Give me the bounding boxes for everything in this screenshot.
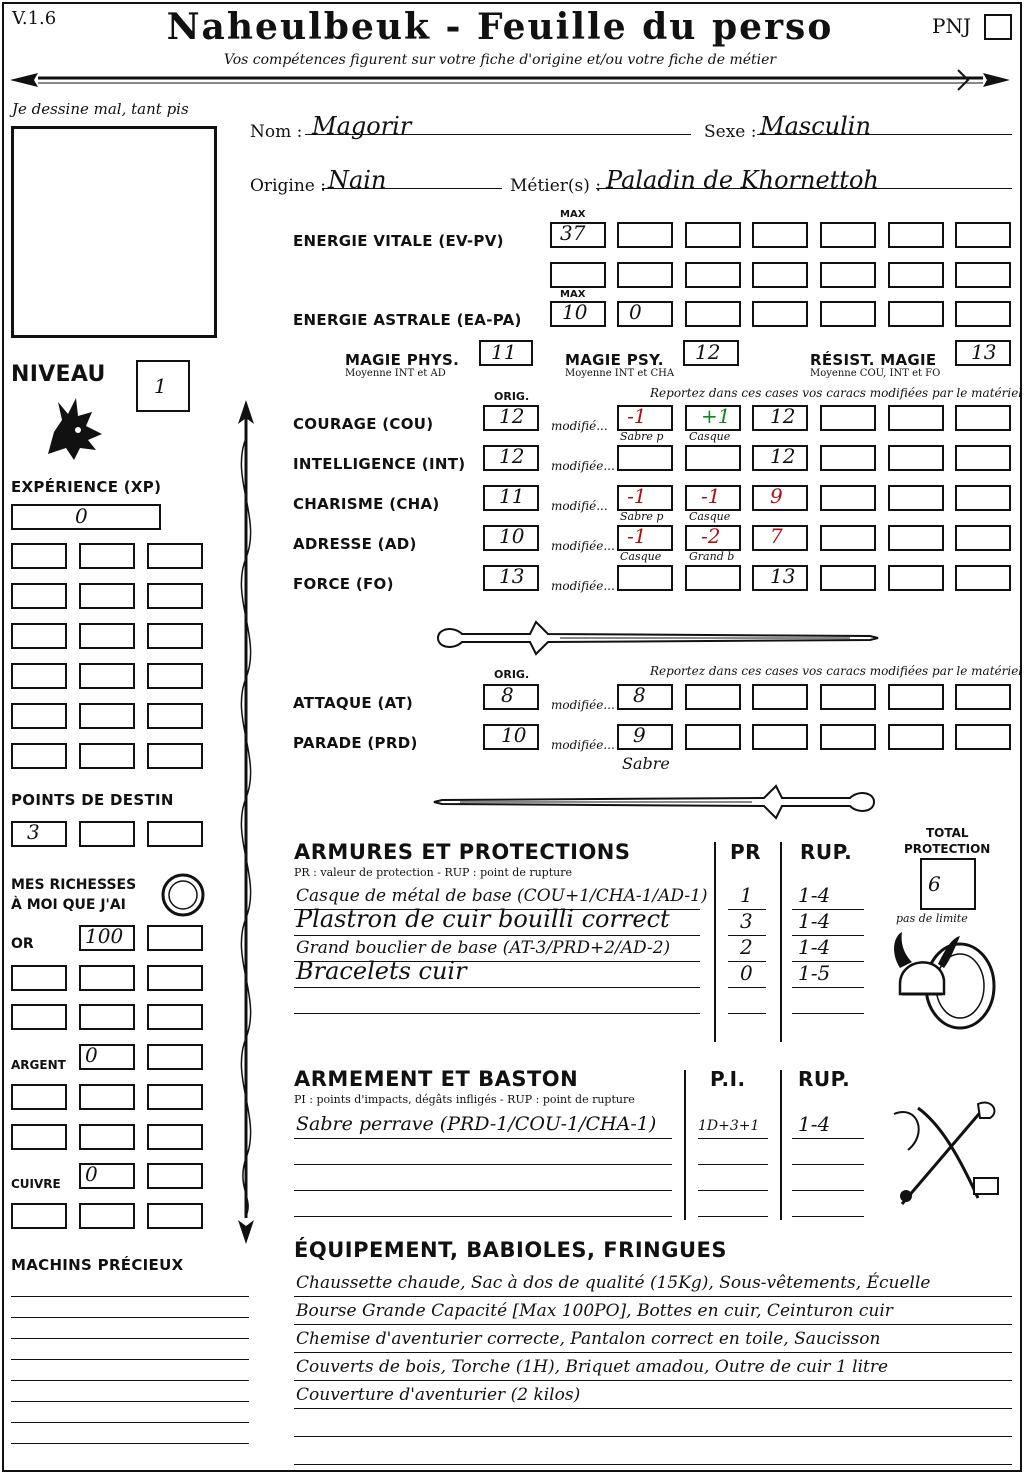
combat-modif-label: modifiée... [551,698,615,712]
pr-label: PR [730,840,762,864]
carac-mod1-cou-value: -1 [627,404,647,428]
combat-modif-label: modifiée... [551,738,615,752]
carac-box[interactable] [888,485,944,511]
ea-box[interactable] [752,301,808,327]
sexe-label: Sexe : [704,122,757,142]
richesses-label-2: À MOI QUE J'AI [11,897,126,913]
combat-box[interactable] [955,684,1011,710]
arme-rup-line[interactable] [792,1138,864,1139]
arme-pi-line[interactable] [698,1216,768,1217]
magie-phys-label: MAGIE PHYS. [345,351,460,369]
xp-label: EXPÉRIENCE (XP) [11,478,162,496]
pi-label: P.I. [710,1067,746,1091]
ev-box[interactable] [888,262,944,288]
ea-max-label: MAX [560,289,586,300]
prd-mod-note: Sabre [622,754,670,773]
money-box[interactable] [147,1084,203,1110]
ev-box[interactable] [820,262,876,288]
xp-grid-box[interactable] [11,663,67,689]
armure-line[interactable] [294,1013,700,1014]
carac-box[interactable] [955,405,1011,431]
arme-rup-line[interactable] [792,1164,864,1165]
carac-final-int-value: 12 [770,444,796,468]
spear-divider-icon [8,64,1012,94]
carac-label-cha: CHARISME (CHA) [293,495,440,513]
carac-orig-cou-value: 12 [499,404,525,428]
ev-box[interactable] [550,222,606,248]
pnj-checkbox[interactable] [984,14,1012,40]
carac-mod2-note: Casque [689,510,731,523]
combat-box[interactable] [820,724,876,750]
money-box[interactable] [147,1124,203,1150]
argent-box[interactable] [79,1044,135,1070]
ev-box[interactable] [752,262,808,288]
carac-label-fo: FORCE (FO) [293,575,394,593]
carac-mod1-cha-value: -1 [627,484,647,508]
money-box[interactable] [147,925,203,951]
nom-value[interactable]: Magorir [312,112,412,140]
carac-orig-fo[interactable] [483,565,539,591]
ea-box[interactable] [617,301,673,327]
xp-grid-box[interactable] [79,743,135,769]
carac-box[interactable] [820,565,876,591]
money-box[interactable] [147,1203,203,1229]
pnj-label: PNJ [932,14,971,38]
ea-box[interactable] [955,301,1011,327]
carac-mod2-fo[interactable] [685,565,741,591]
armures-title: ARMURES ET PROTECTIONS [294,840,631,864]
combat-final-at-value: 8 [633,683,646,707]
armure-name: Grand bouclier de base (AT-3/PRD+2/AD-2) [296,938,671,958]
carac-box[interactable] [820,405,876,431]
version-label: V.1.6 [12,8,57,29]
armement-divider-2 [780,1070,782,1220]
armement-divider [684,1070,686,1220]
equip-line[interactable] [294,1352,1012,1353]
money-box[interactable] [147,1163,203,1189]
combat-orig-prd[interactable] [483,724,539,750]
xp-grid-box[interactable] [79,663,135,689]
money-box[interactable] [11,1203,67,1229]
xp-grid-box[interactable] [11,623,67,649]
equip-line[interactable] [294,1380,1012,1381]
carac-final-fo-value: 13 [770,564,796,588]
combat-label-prd: PARADE (PRD) [293,734,418,752]
carac-box[interactable] [888,565,944,591]
carac-mod1-ad[interactable] [617,525,673,551]
xp-grid-box[interactable] [79,703,135,729]
combat-orig-prd-value: 10 [501,723,527,747]
equipement-title: ÉQUIPEMENT, BABIOLES, FRINGUES [294,1238,727,1262]
ev-box[interactable] [617,222,673,248]
combat-final-prd[interactable] [617,724,673,750]
destin-box[interactable] [147,821,203,847]
ea-box-value: 10 [562,300,588,324]
ev-box[interactable] [888,222,944,248]
carac-box[interactable] [955,445,1011,471]
machins-line[interactable] [11,1401,249,1402]
nom-label: Nom : [250,122,303,142]
ev-box[interactable] [955,222,1011,248]
ev-box[interactable] [752,222,808,248]
carac-modif-label: modifiée... [551,539,615,553]
carac-mod1-int[interactable] [617,445,673,471]
total-protection-box[interactable]: 6 [920,858,976,910]
machins-line[interactable] [11,1422,249,1423]
carac-mod2-cou-value: +1 [701,404,731,428]
ev-box[interactable] [685,262,741,288]
carac-orig-ad[interactable] [483,525,539,551]
armure-pr: 1 [740,883,753,907]
caracs-report-note: Reportez dans ces cases vos caracs modifiées par le matériel [650,386,1023,400]
arme-line[interactable] [294,1138,672,1139]
magie-psy-label: MAGIE PSY. [565,351,664,369]
armure-pr-line[interactable] [728,987,766,988]
equip-line[interactable] [294,1408,1012,1409]
armure-name: Casque de métal de base (COU+1/CHA-1/AD-1) [296,886,708,906]
origine-value[interactable]: Nain [328,166,387,194]
carac-orig-ad-value: 10 [499,524,525,548]
armures-divider-2 [780,842,782,1042]
carac-mod2-cha[interactable] [685,485,741,511]
carac-label-cou: COURAGE (COU) [293,415,434,433]
money-box[interactable] [79,1203,135,1229]
machins-line[interactable] [11,1380,249,1381]
arme-line[interactable] [294,1216,672,1217]
money-box[interactable] [11,1124,67,1150]
combat-box[interactable] [685,724,741,750]
carac-mod2-note: Casque [689,430,731,443]
armure-rup: 1-5 [798,961,831,985]
equip-text: Chemise d'aventurier correcte, Pantalon correct en toile, Saucisson [296,1329,881,1349]
carac-box[interactable] [955,525,1011,551]
armement-rup-label: RUP. [798,1067,851,1091]
carac-modif-label: modifié... [551,419,608,433]
arme-line[interactable] [294,1190,672,1191]
coin-icon [160,872,206,918]
sexe-value[interactable]: Masculin [760,112,871,140]
resist-magie-box[interactable]: 13 [955,340,1011,366]
machins-line[interactable] [11,1359,249,1360]
carac-box[interactable] [888,405,944,431]
argent-label: ARGENT [11,1058,66,1072]
carac-mod2-note: Grand b [689,550,735,563]
total-label-2: PROTECTION [904,842,991,856]
armure-rup-line[interactable] [792,1013,864,1014]
carac-mod1-cha[interactable] [617,485,673,511]
money-box[interactable] [147,1044,203,1070]
carac-mod1-note: Sabre p [620,510,664,523]
ev-box[interactable] [685,222,741,248]
xp-grid-box[interactable] [11,703,67,729]
armure-pr-line[interactable] [728,1013,766,1014]
magie-psy-box[interactable]: 12 [683,340,739,366]
xp-grid-box[interactable] [147,543,203,569]
limite-note: pas de limite [896,912,968,925]
resist-magie-label: RÉSIST. MAGIE [810,351,937,369]
armure-pr: 3 [740,909,753,933]
arme-pi-line[interactable] [698,1190,768,1191]
crossed-weapons-icon [888,1094,1004,1216]
equip-line[interactable] [294,1464,1012,1465]
magie-phys-box[interactable]: 11 [479,340,533,366]
xp-box[interactable]: 0 [11,504,161,530]
ea-box-value: 0 [629,300,642,324]
arme-line[interactable] [294,1164,672,1165]
carac-orig-cou[interactable] [483,405,539,431]
arme-rup: 1-4 [798,1112,831,1136]
helmet-shield-icon [890,928,1000,1034]
money-box[interactable] [11,965,67,991]
equip-text: Bourse Grande Capacité [Max 100PO], Bottes en cuir, Ceinturon cuir [296,1301,893,1321]
carac-final-cha-value: 9 [770,484,783,508]
combat-label-at: ATTAQUE (AT) [293,694,414,712]
xp-grid-box[interactable] [147,743,203,769]
carac-orig-cha-value: 11 [499,484,525,508]
carac-box[interactable] [888,445,944,471]
caracs-orig-label: ORIG. [494,390,530,403]
arme-pi: 1D+3+1 [698,1118,760,1134]
niveau-label: NIVEAU [11,362,106,387]
money-box[interactable] [79,1004,135,1030]
portrait-box[interactable] [11,126,217,338]
machins-line[interactable] [11,1317,249,1318]
destin-box-value: 3 [27,820,40,844]
dragon-head-icon [40,392,106,464]
richesses-label-1: MES RICHESSES [11,877,137,893]
carac-mod2-cha-value: -1 [701,484,721,508]
carac-mod1-cou[interactable] [617,405,673,431]
ea-box[interactable] [888,301,944,327]
machins-line[interactable] [11,1338,249,1339]
or-box-value: 100 [85,924,124,948]
ea-box[interactable] [820,301,876,327]
cuivre-label: CUIVRE [11,1177,61,1191]
carac-label-ad: ADRESSE (AD) [293,535,417,553]
carac-box[interactable] [820,485,876,511]
money-box[interactable] [11,1084,67,1110]
armure-rup: 1-4 [798,883,831,907]
xp-grid-box[interactable] [11,743,67,769]
carac-mod1-note: Casque [620,550,662,563]
carac-mod1-note: Sabre p [620,430,664,443]
armures-rup-label: RUP. [800,840,853,864]
xp-grid-box[interactable] [147,583,203,609]
ea-box[interactable] [550,301,606,327]
carac-modif-label: modifiée... [551,579,615,593]
arme-pi-line[interactable] [698,1164,768,1165]
page-title: Naheulbeuk - Feuille du perso [166,6,834,48]
armure-pr: 2 [740,935,753,959]
carac-final-cou[interactable] [752,405,808,431]
ev-box[interactable] [955,262,1011,288]
xp-grid-box[interactable] [11,583,67,609]
carac-box[interactable] [888,525,944,551]
carac-box[interactable] [955,565,1011,591]
equip-line[interactable] [294,1436,1012,1437]
equip-text: Couverts de bois, Torche (1H), Briquet amadou, Outre de cuir 1 litre [296,1357,889,1377]
sword-icon-2 [430,776,882,828]
carac-label-int: INTELLIGENCE (INT) [293,455,466,473]
armure-line[interactable] [294,935,700,936]
carac-orig-int-value: 12 [499,444,525,468]
carac-final-int[interactable] [752,445,808,471]
arme-name: Sabre perrave (PRD-1/COU-1/CHA-1) [296,1113,657,1135]
carac-box[interactable] [820,445,876,471]
carac-orig-int[interactable] [483,445,539,471]
carac-orig-fo-value: 13 [499,564,525,588]
combat-box[interactable] [955,724,1011,750]
armures-note: PR : valeur de protection - RUP : point de rupture [294,866,572,879]
total-label-1: TOTAL [926,826,969,840]
armure-name: Bracelets cuir [296,957,467,985]
combat-final-prd-value: 9 [633,723,646,747]
magie-psy-note: Moyenne INT et CHA [565,368,675,379]
combat-box[interactable] [888,684,944,710]
armure-rup: 1-4 [798,909,831,933]
xp-grid-box[interactable] [79,543,135,569]
carac-final-cha[interactable] [752,485,808,511]
ev-box[interactable] [820,222,876,248]
money-box[interactable] [79,1124,135,1150]
combat-orig-label: ORIG. [494,668,530,681]
money-box[interactable] [147,1004,203,1030]
destin-box[interactable] [11,821,67,847]
magie-phys-note: Moyenne INT et AD [345,368,446,379]
carac-modif-label: modifié... [551,499,608,513]
portrait-caption: Je dessine mal, tant pis [12,100,189,118]
ev-max-label: MAX [560,209,586,220]
xp-grid-box[interactable] [79,583,135,609]
equip-line[interactable] [294,1324,1012,1325]
arme-rup-line[interactable] [792,1216,864,1217]
xp-grid-box[interactable] [79,623,135,649]
ev-box[interactable] [550,262,606,288]
machins-label: MACHINS PRÉCIEUX [11,1256,184,1274]
combat-box[interactable] [888,724,944,750]
armement-note: PI : points d'impacts, dégâts infligés - RUP : point de rupture [294,1093,635,1106]
destin-label: POINTS DE DESTIN [11,791,174,809]
armement-title: ARMEMENT ET BASTON [294,1067,579,1091]
cuivre-box[interactable] [79,1163,135,1189]
destin-box[interactable] [79,821,135,847]
arme-pi-line[interactable] [698,1138,768,1139]
carac-mod1-ad-value: -1 [627,524,647,548]
sword-icon [430,612,882,664]
equip-text: Couverture d'aventurier (2 kilos) [296,1385,581,1405]
equip-text: Chaussette chaude, Sac à dos de qualité (15Kg), Sous-vêtements, Écuelle [296,1273,931,1293]
carac-mod2-ad[interactable] [685,525,741,551]
xp-grid-box[interactable] [147,703,203,729]
combat-box[interactable] [685,684,741,710]
ev-box-value: 37 [560,221,586,245]
origine-label: Origine : [250,176,326,196]
or-label: OR [11,936,34,952]
ev-label: ENERGIE VITALE (EV-PV) [293,232,504,250]
xp-grid-box[interactable] [147,663,203,689]
metier-value[interactable]: Paladin de Khornettoh [606,166,879,194]
metier-label: Métier(s) : [510,176,602,196]
combat-report-note: Reportez dans ces cases vos caracs modifiées par le matériel [650,664,1023,678]
carac-orig-cha[interactable] [483,485,539,511]
armure-line[interactable] [294,987,700,988]
page-subtitle: Vos compétences figurent sur votre fiche d'origine et/ou votre fiche de métier [223,52,777,68]
xp-grid-box[interactable] [147,623,203,649]
argent-box-value: 0 [85,1043,98,1067]
carac-mod2-cou[interactable] [685,405,741,431]
money-box[interactable] [147,965,203,991]
ea-label: ENERGIE ASTRALE (EA-PA) [293,311,522,329]
armures-divider [714,842,716,1042]
ea-box[interactable] [685,301,741,327]
spear-vertical-icon [226,398,266,1246]
armure-rup: 1-4 [798,935,831,959]
carac-mod1-fo[interactable] [617,565,673,591]
carac-modif-label: modifiée... [551,459,615,473]
machins-line[interactable] [11,1296,249,1297]
combat-orig-at[interactable] [483,684,539,710]
armure-rup-line[interactable] [792,987,864,988]
carac-final-ad[interactable] [752,525,808,551]
carac-mod2-int[interactable] [685,445,741,471]
equip-line[interactable] [294,1296,1012,1297]
armure-pr: 0 [740,961,753,985]
combat-orig-at-value: 8 [501,683,514,707]
xp-grid-box[interactable] [11,543,67,569]
combat-box[interactable] [752,724,808,750]
cuivre-box-value: 0 [85,1162,98,1186]
carac-final-cou-value: 12 [770,404,796,428]
machins-line[interactable] [11,1443,249,1444]
combat-box[interactable] [820,684,876,710]
or-box[interactable] [79,925,135,951]
arme-rup-line[interactable] [792,1190,864,1191]
money-box[interactable] [79,965,135,991]
carac-box[interactable] [820,525,876,551]
combat-final-at[interactable] [617,684,673,710]
combat-box[interactable] [752,684,808,710]
resist-magie-note: Moyenne COU, INT et FO [810,368,941,379]
money-box[interactable] [11,1004,67,1030]
ev-box[interactable] [617,262,673,288]
carac-final-fo[interactable] [752,565,808,591]
armure-name: Plastron de cuir bouilli correct [296,905,670,933]
carac-final-ad-value: 7 [770,524,783,548]
money-box[interactable] [79,1084,135,1110]
carac-box[interactable] [955,485,1011,511]
carac-mod2-ad-value: -2 [701,524,721,548]
niveau-box[interactable]: 1 [136,360,190,412]
